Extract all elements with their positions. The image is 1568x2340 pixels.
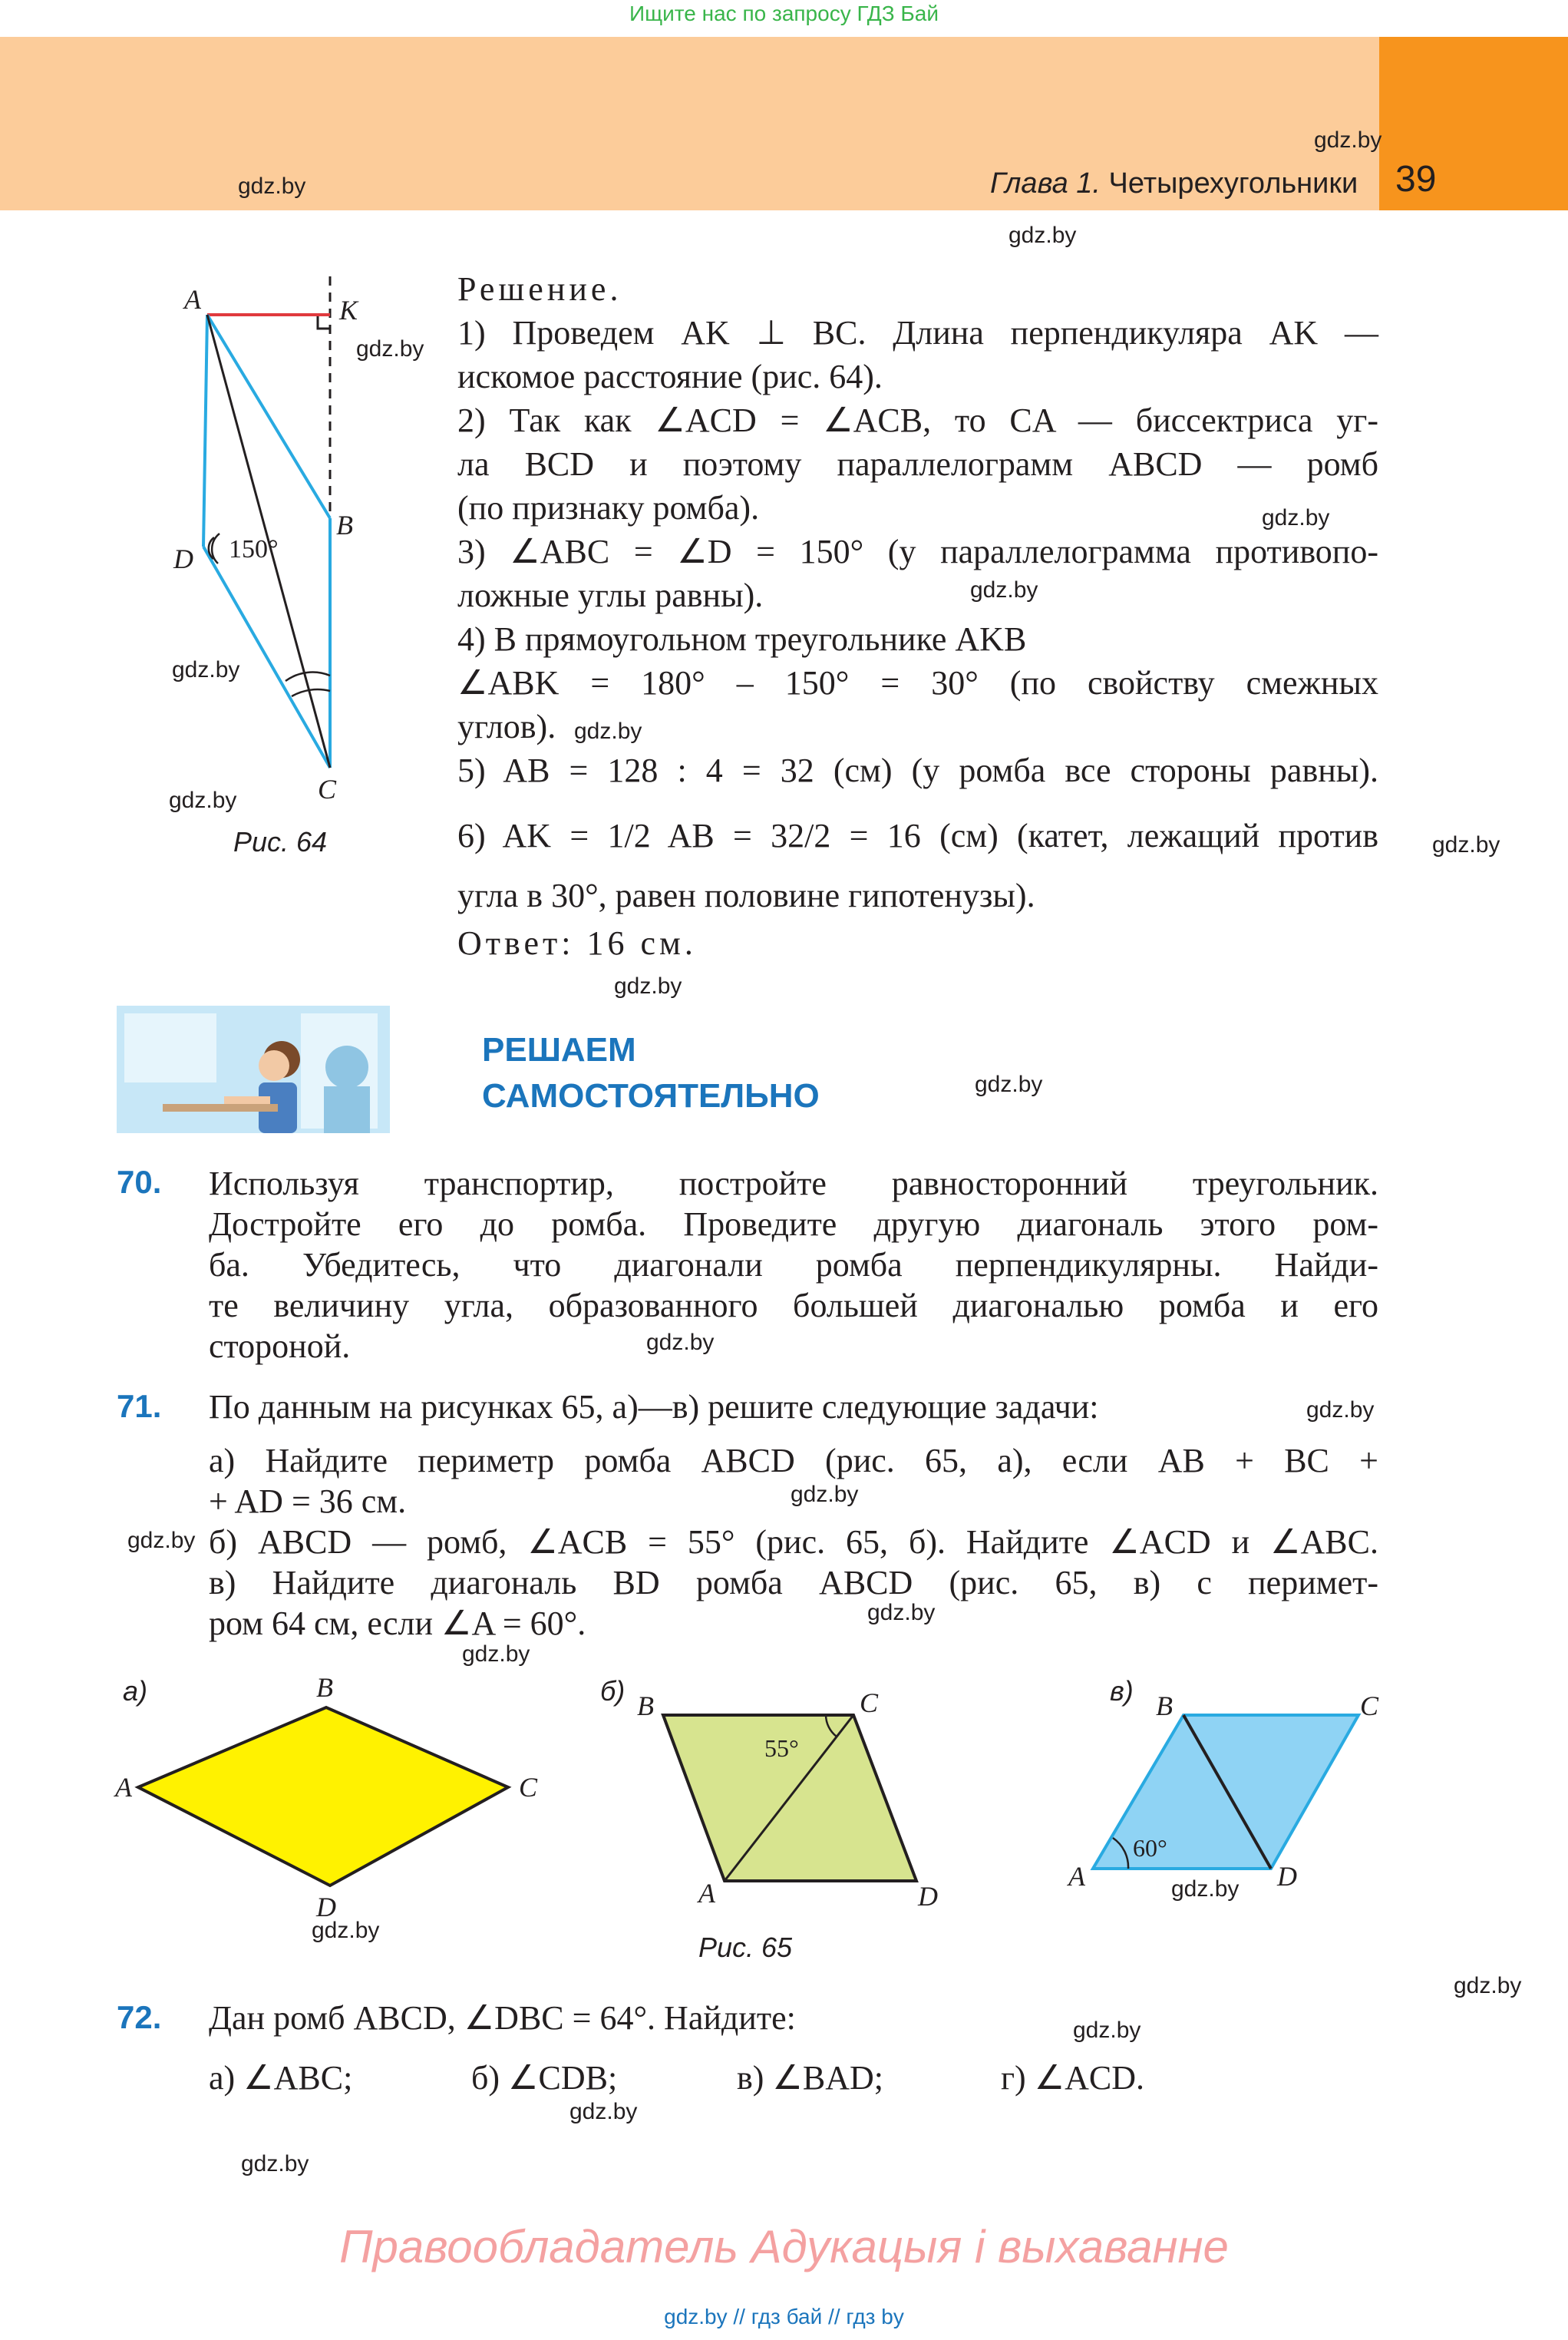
watermark: gdz.by <box>791 1482 859 1507</box>
problem-72-item: б) ∠CDB; <box>471 2059 618 2097</box>
solution-answer: Ответ: 16 см. <box>457 924 697 962</box>
section-heading-line1: РЕШАЕМ <box>482 1031 636 1069</box>
problem-70-line: те величину угла, образованного большей диагональю ромба и его <box>209 1287 1378 1324</box>
fig65a-label-b: B <box>316 1672 333 1703</box>
fig64-angle-label: 150° <box>229 535 279 564</box>
solution-line: ла BCD и поэтому параллелограмм ABCD — ромб <box>457 445 1378 483</box>
watermark: gdz.by <box>569 2099 638 2124</box>
fig64-label-b: B <box>336 510 353 540</box>
fig64-label-c: C <box>318 774 337 805</box>
fig65b-label-d: D <box>918 1881 938 1912</box>
watermark: gdz.by <box>127 1528 196 1553</box>
watermark: gdz.by <box>356 336 424 362</box>
watermark: gdz.by <box>1306 1397 1375 1423</box>
chapter-prefix: Глава 1. <box>990 167 1101 200</box>
page-number: 39 <box>1395 159 1437 200</box>
problem-71-intro: По данным на рисунках 65, а)—в) решите следующие задачи: <box>209 1388 1099 1426</box>
solution-line: ∠ABK = 180° – 150° = 30° (по свойству смежных <box>457 664 1378 702</box>
problem-70-line: Используя транспортир, постройте равносторонний треугольник. <box>209 1165 1378 1202</box>
solution-line: 5) AB = 128 : 4 = 32 (см) (у ромба все стороны равны). <box>457 752 1378 789</box>
fig65b-label-b: B <box>637 1691 654 1721</box>
watermark: gdz.by <box>169 788 237 813</box>
section-illustration <box>117 1006 390 1133</box>
section-heading-line2: САМОСТОЯТЕЛЬНО <box>482 1077 820 1115</box>
figure-64-caption: Рис. 64 <box>233 826 328 858</box>
fig65c-angle-label: 60° <box>1133 1834 1167 1862</box>
problem-71-number: 71. <box>117 1388 162 1424</box>
problem-71-c-line2: ром 64 см, если ∠A = 60°. <box>209 1605 586 1642</box>
watermark: gdz.by <box>172 657 240 682</box>
watermark: gdz.by <box>312 1918 380 1943</box>
fig65b-tag: б) <box>600 1675 626 1707</box>
figure-65c <box>1059 1681 1412 1912</box>
watermark: gdz.by <box>614 973 682 999</box>
fig65c-label-a: A <box>1068 1861 1085 1892</box>
solution-title: Решение. <box>457 270 622 308</box>
fig65c-tag: в) <box>1110 1675 1134 1707</box>
watermark: gdz.by <box>1432 832 1500 858</box>
solution-line: (по признаку ромба). <box>457 489 760 527</box>
figure-64 <box>153 269 460 821</box>
watermark: gdz.by <box>867 1600 936 1625</box>
problem-72-item: в) ∠BAD; <box>737 2059 883 2097</box>
bottom-links: gdz.by // гдз бай // гдз by <box>664 2305 904 2328</box>
solution-line: 3) ∠ABC = ∠D = 150° (у параллелограмма противопо- <box>457 533 1378 570</box>
fig65a-label-a: A <box>115 1772 132 1803</box>
problem-71-a-line2: + AD = 36 см. <box>209 1482 407 1520</box>
chapter-title: Четырехугольники <box>1108 167 1358 200</box>
watermark: gdz.by <box>970 577 1038 603</box>
fig64-label-d: D <box>173 544 193 574</box>
watermark: gdz.by <box>238 174 306 199</box>
figure-65b <box>629 1681 967 1912</box>
solution-line-fraction: 6) AK = 1/2 AB = 32/2 = 16 (см) (катет, лежащий против <box>457 817 1378 854</box>
fig65a-tag: а) <box>123 1675 148 1707</box>
problem-70-line: Достройте его до ромба. Проведите другую диагональ этого ром- <box>209 1205 1378 1243</box>
solution-line: угла в 30°, равен половине гипотенузы). <box>457 877 1035 914</box>
watermark: gdz.by <box>1262 505 1330 530</box>
watermark: gdz.by <box>1454 1973 1522 1998</box>
solution-line: 4) В прямоугольном треугольнике AKB <box>457 620 1027 658</box>
watermark: gdz.by <box>975 1072 1043 1097</box>
fig65a-label-c: C <box>519 1772 538 1803</box>
problem-72-number: 72. <box>117 1999 162 2035</box>
fig65b-label-a: A <box>698 1878 715 1909</box>
problem-70-line: стороной. <box>209 1327 351 1365</box>
problem-71-c-line1: в) Найдите диагональ BD ромба ABCD (рис. 65, в) с перимет- <box>209 1564 1378 1601</box>
chapter-heading <box>990 167 1358 200</box>
fig65c-label-c: C <box>1360 1691 1379 1721</box>
solution-line: углов). <box>457 708 556 745</box>
solution-line: 2) Так как ∠ACD = ∠ACB, то CA — биссектриса уг- <box>457 402 1378 439</box>
watermark: gdz.by <box>574 719 642 744</box>
fig64-label-a: A <box>184 284 201 315</box>
fig65c-label-b: B <box>1156 1691 1173 1721</box>
fig65a-label-d: D <box>316 1892 336 1922</box>
solution-line: 1) Проведем AK ⊥ BC. Длина перпендикуляра AK — <box>457 314 1378 352</box>
watermark: gdz.by <box>1314 127 1382 153</box>
problem-71-a-line1: а) Найдите периметр ромба ABCD (рис. 65, а), если AB + BC + <box>209 1442 1378 1479</box>
problem-71-b: б) ABCD — ромб, ∠ACB = 55° (рис. 65, б). Найдите ∠ACD и ∠ABC. <box>209 1523 1378 1561</box>
figure-65a <box>107 1666 568 1927</box>
problem-72-item: а) ∠ABC; <box>209 2059 353 2097</box>
fig64-label-k: K <box>339 295 358 326</box>
solution-line: ложные углы равны). <box>457 577 764 614</box>
figure-65-caption: Рис. 65 <box>698 1932 793 1963</box>
solution-line: искомое расстояние (рис. 64). <box>457 358 883 395</box>
top-search-note: Ищите нас по запросу ГДЗ Бай <box>629 2 939 25</box>
fig65b-label-c: C <box>860 1687 879 1718</box>
watermark: gdz.by <box>241 2151 309 2176</box>
watermark: gdz.by <box>1171 1876 1240 1902</box>
problem-72-item: г) ∠ACD. <box>1001 2059 1145 2097</box>
fig65b-angle-label: 55° <box>764 1734 799 1762</box>
watermark: gdz.by <box>646 1330 715 1355</box>
watermark: gdz.by <box>1073 2018 1141 2043</box>
problem-70-line: ба. Убедитесь, что диагонали ромба перпендикулярны. Найди- <box>209 1246 1378 1284</box>
copyright-footer: Правообладатель Адукацыя і выхаванне <box>339 2221 1229 2272</box>
watermark: gdz.by <box>1008 223 1077 248</box>
problem-72-intro: Дан ромб ABCD, ∠DBC = 64°. Найдите: <box>209 1999 796 2037</box>
watermark: gdz.by <box>462 1641 530 1667</box>
problem-70-number: 70. <box>117 1164 162 1200</box>
fig65c-label-d: D <box>1277 1861 1297 1892</box>
